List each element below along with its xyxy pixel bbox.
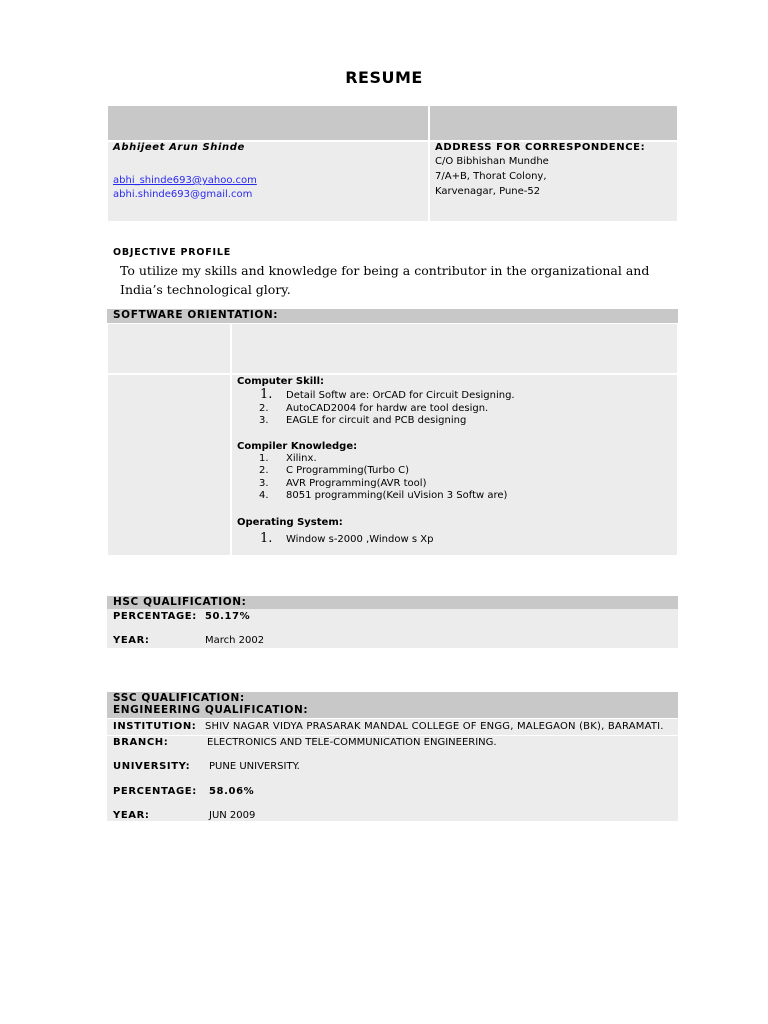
engineering-year-label: YEAR: [113,810,150,821]
list-item: 3. AVR Programming(AVR tool) [259,477,427,489]
header-cell-left-top [107,105,429,141]
hsc-percentage-value: 50.17% [205,611,251,622]
compiler-label: Compiler Knowledge: [237,440,358,452]
list-item: 2. C Programming(Turbo C) [259,465,410,476]
software-heading: SOFTWARE ORIENTATION: [113,309,279,321]
address-line-3: Karvenagar, Pune-52 [435,186,541,197]
institution-label: INSTITUTION: [113,721,197,732]
email-link-gmail[interactable]: abhi.shinde693@gmail.com [113,189,253,200]
university-value: PUNE UNIVERSITY. [209,761,300,772]
os-list [237,530,667,547]
page-title: RESUME [345,68,423,87]
list-item: 1. Xilinx. [259,452,317,464]
software-cell-right-top [231,323,678,374]
hsc-year-value: March 2002 [205,635,265,646]
ssc-heading: SSC QUALIFICATION: [113,692,245,704]
software-cell-left-top [107,323,231,374]
os-label: Operating System: [237,516,343,528]
branch-value: ELECTRONICS AND TELE-COMMUNICATION ENGINEERING. [207,737,497,748]
candidate-name: Abhijeet Arun Shinde [113,142,245,153]
hsc-heading: HSC QUALIFICATION: [113,596,247,608]
address-line-2: 7/A+B, Thorat Colony, [435,171,547,182]
computer-skill-label: Computer Skill: [237,376,325,387]
email-link-yahoo[interactable]: abhi_shinde693@yahoo.com [113,175,257,186]
list-item: 4. 8051 programming(Keil uVision 3 Softw are) [259,490,508,501]
list-item: 1. Window s-2000 ,Window s Xp [260,530,434,546]
hsc-year-label: YEAR: [113,635,150,646]
engineering-year-value: JUN 2009 [209,810,256,821]
list-item: 1. Detail Softw are: OrCAD for Circuit Designing. [260,387,515,402]
branch-label: BRANCH: [113,737,169,748]
engineering-percentage-label: PERCENTAGE: [113,786,197,797]
address-label: ADDRESS FOR CORRESPONDENCE: [435,142,646,153]
engineering-heading: ENGINEERING QUALIFICATION: [113,704,309,716]
engineering-body [107,736,678,821]
engineering-percentage-value: 58.06% [209,786,255,797]
university-label: UNIVERSITY: [113,761,191,772]
objective-line-1: To utilize my skills and knowledge for being a contributor in the organizational and [120,263,650,278]
hsc-percentage-label: PERCENTAGE: [113,611,197,622]
list-item: 2. AutoCAD2004 for hardw are tool design. [259,402,489,414]
address-line-1: C/O Bibhishan Mundhe [435,156,549,167]
objective-line-2: India’s technological glory. [120,282,291,297]
institution-value: SHIV NAGAR VIDYA PRASARAK MANDAL COLLEGE OF ENGG, MALEGAON (BK), BARAMATI. [205,721,664,732]
compiler-list [237,453,667,503]
software-content [237,375,667,546]
list-item: 3. EAGLE for circuit and PCB designing [259,415,467,426]
computer-skill-list [237,387,667,428]
objective-heading: OBJECTIVE PROFILE [113,247,231,258]
software-cell-left [107,374,231,556]
header-cell-right-top [429,105,678,141]
